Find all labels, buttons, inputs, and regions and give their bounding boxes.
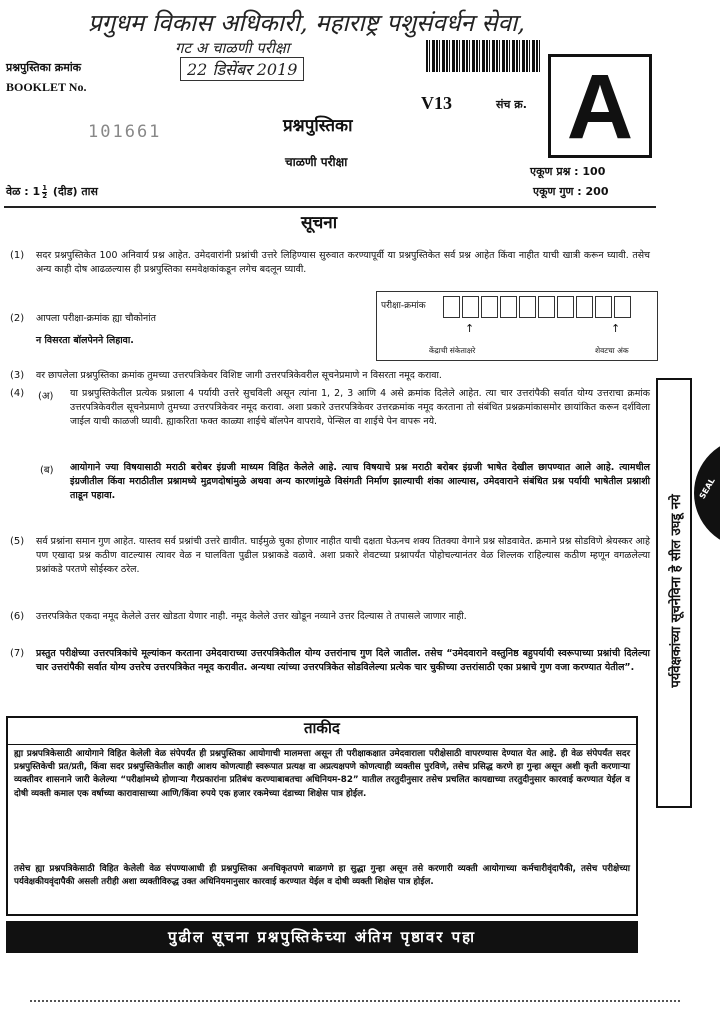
handwritten-date: 22 डिसेंबर 2019 (180, 57, 304, 81)
roll-cell[interactable] (557, 296, 574, 318)
bottom-dotted-line (30, 1000, 680, 1002)
roll-cell[interactable] (519, 296, 536, 318)
roll-cell[interactable] (443, 296, 460, 318)
booklet-label-en: BOOKLET No. (6, 80, 87, 94)
roll-number-box (376, 291, 658, 361)
time-frac-den: 2 (42, 191, 48, 200)
seal-tab[interactable] (694, 438, 720, 548)
booklet-label-mr: प्रश्नपुस्तिका क्रमांक (6, 61, 82, 74)
item-1-text: सदर प्रश्नपुस्तिकेत 100 अनिवार्य प्रश्न आहेत. उमेदवारांनी प्रश्नांची उत्तरे लिहिण्यास सुरुवात करण्यापूर्वी या प्रश्नपुस्तिकेत सर्व प्रश्न आहेत किंवा नाहीत याची खात्री करून घ्यावी. तसेच अन्य काही दोष आढळल्यास ही प्रश्नपुस्तिका समवेक्षकांकडून लगेच बदलून घ्यावी. (36, 250, 650, 276)
item-6-text: उत्तरपत्रिकेत एकदा नमूद केलेले उत्तर खोडता येणार नाही. नमूद केलेले उत्तर खोडून नव्याने उत्तर दिल्यास ते तपासले जाणार नाही. (36, 611, 467, 622)
arrow-up-icon: ↑ (611, 322, 621, 335)
set-label: संच क्र. (496, 98, 527, 111)
arrow-up-icon: ↑ (465, 322, 475, 335)
warning-heading: ताकीद (298, 718, 346, 738)
footer-banner (6, 921, 638, 953)
item-4b-label: (ब) (40, 465, 54, 476)
booklet-number: 101661 (88, 122, 162, 142)
roll-box-right-caption: शेवटचा अंक (595, 346, 629, 355)
roll-number-cells[interactable] (443, 296, 633, 322)
item-3-text: वर छापलेला प्रश्नपुस्तिका क्रमांक तुमच्या उत्तरपत्रिकेवर विशिष्ट जागी उत्तरपत्रिकेवरील सूचनेप्रमाणे न विसरता नमूद करावा. (36, 370, 442, 381)
side-strip (656, 378, 692, 808)
roll-box-left-caption: केंद्राची संकेताक्षरे (429, 346, 476, 355)
item-5-text: सर्व प्रश्नांना समान गुण आहेत. यास्तव सर्व प्रश्नांची उत्तरे द्यावीत. घाईमुळे चुका होणार नाहीत याची दक्षता घेऊनच शक्य तितक्या वेगाने प्रश्न सोडवावेत. क्रमाने प्रश्न सोडविणे श्रेयस्कर आहे पण एखादा प्रश्न कठीण वाटल्यास त्यावर वेळ न घालविता पुढील प्रश्नाकडे वळावे. अशा प्रकारे शेवटच्या प्रश्नापर्यंत पोहोचल्यानंतर वेळ शिल्लक राहिल्यास कठीण म्हणून वगळलेल्या प्रश्नांकडे परतणे सोईस्कर ठरेल. (36, 536, 650, 576)
roll-cell[interactable] (595, 296, 612, 318)
roll-cell[interactable] (500, 296, 517, 318)
roll-cell[interactable] (538, 296, 555, 318)
item-6-number: (6) (10, 611, 25, 622)
roll-cell[interactable] (462, 296, 479, 318)
instructions-heading: सूचना (301, 213, 338, 233)
booklet-title: प्रश्नपुस्तिका (283, 116, 353, 136)
item-4-number: (4) (10, 388, 25, 399)
booklet-subtitle: चाळणी परीक्षा (285, 155, 348, 169)
paper-code: V13 (421, 93, 452, 113)
roll-cell[interactable] (481, 296, 498, 318)
item-1-number: (1) (10, 250, 25, 261)
item-7-number: (7) (10, 648, 25, 659)
roll-cell[interactable] (576, 296, 593, 318)
barcode (426, 40, 542, 72)
item-4b-text: आयोगाने ज्या विषयासाठी मराठी बरोबर इंग्रजी माध्यम विहित केलेले आहे. त्याच विषयाचे प्रश्न मराठी बरोबर इंग्रजी भाषेत देखील छापण्यात आले आहे. त्यामधील इंग्रजीतील किंवा मराठीतील प्रश्नामध्ये मुद्रणदोषांमुळे अथवा अन्य कारणांमुळे विसंगती निर्माण झाल्याची शंका आल्यास, उमेदवाराने संबंधित प्रश्न पर्यायी भाषेतील प्रश्नाशी ताडून पहावा. (70, 462, 650, 502)
warning-para2: तसेच ह्या प्रश्नपत्रिकेसाठी विहित केलेली वेळ संपण्याआधी ही प्रश्नपुस्तिका अनधिकृतपणे बाळगणे हा सुद्धा गुन्हा असून तसे करणारी व्यक्ती आयोगाच्या कर्मचारीवृंदापैकी, तसेच परीक्षेच्या पर्यवेक्षकीयवृंदापैकी असली तरीही अशा व्यक्तीविरुद्ध उक्त अधिनियमानुसार कारवाई करण्यात येईल व दोषी व्यक्ती शिक्षेस पात्र होईल. (14, 864, 630, 888)
set-letter: A (548, 54, 652, 158)
item-2-number: (2) (10, 313, 25, 324)
time-frac-num: 1 (42, 183, 48, 192)
item-4a-label: (अ) (38, 391, 54, 402)
item-3-number: (3) (10, 370, 25, 381)
warning-para1: ह्या प्रश्नपत्रिकेसाठी आयोगाने विहित केलेली वेळ संपेपर्यंत ही प्रश्नपुस्तिका आयोगाची मालमत्ता असून ती परीक्षाकक्षात उमेदवाराला परीक्षेसाठी वापरण्यास देण्यात येत आहे. ही वेळ संपेपर्यंत सदर प्रश्नपुस्तिकेची प्रत/प्रती, किंवा सदर प्रश्नपुस्तिकेतील काही आशय कोणत्याही स्वरूपात प्रत्यक्ष वा अप्रत्यक्षपणे कोणत्याही व्यक्तीस पुरविणे, तसेच प्रसिद्ध करणे हा गुन्हा असून अशी कृती करणाऱ्या व्यक्तीवर शासनाने जारी केलेल्या “परीक्षांमध्ये होणाऱ्या गैरप्रकारांना प्रतिबंध करण्याबाबतचा अधिनियम-82” यातील तरतुदीनुसार तसेच प्रचलित कायद्याच्या तरतुदीनुसार कारवाई करण्यात येईल व दोषी व्यक्ती कमाल एक वर्षाच्या कारावासाच्या आणि/किंवा रुपये एक हजार रकमेच्या दंडाच्या शिक्षेस पात्र होईल. (14, 749, 630, 799)
handwritten-line2: गट अ चाळणी परीक्षा (175, 39, 290, 57)
time-prefix: वेळ : 1 (6, 185, 41, 198)
item-2-text2: न विसरता बॉलपेनने लिहावा. (36, 335, 134, 346)
footer-text: पुढील सूचना प्रश्नपुस्तिकेच्या अंतिम पृष्ठावर पहा (168, 928, 476, 946)
item-4a-text: या प्रश्नपुस्तिकेतील प्रत्येक प्रश्नाला 4 पर्यायी उत्तरे सुचविली असून त्यांना 1, 2, 3 आणि 4 असे क्रमांक दिलेले आहेत. त्या चार उत्तरांपैकी सर्वात योग्य उत्तराचा क्रमांक उत्तरपत्रिकेवरील सूचनेप्रमाणे तुमच्या उत्तरपत्रिकेवर नमूद करावा. अशा प्रकारे उत्तरपत्रिकेवर उत्तरक्रमांक नमूद करताना तो संबंधित प्रश्नक्रमांकासमोर छायांकित करून दर्शविला जाईल याची काळजी घ्यावी. ह्याकरिता फक्त काळ्या शाईचे बॉलपेन वापरावे, पेन्सिल वा शाईचे पेन वापरू नये. (70, 388, 650, 428)
roll-box-label: परीक्षा-क्रमांक (381, 301, 426, 311)
seal-label: SEAL (697, 476, 717, 501)
roll-cell[interactable] (614, 296, 631, 318)
side-seal-text: पर्यवेक्षकांच्या सूचनेविना हे सील उघडू नये (669, 494, 684, 688)
warning-heading-rule (8, 744, 636, 745)
item-2-text: आपला परीक्षा-क्रमांक ह्या चौकोनांत (36, 313, 156, 324)
header-divider (4, 206, 656, 208)
time-fraction (42, 185, 47, 200)
time-suffix: (दीड) तास (52, 185, 98, 198)
item-7-text: प्रस्तुत परीक्षेच्या उत्तरपत्रिकांचे मूल्यांकन करताना उमेदवाराच्या उत्तरपत्रिकेतील योग्य उत्तरांनाच गुण दिले जातील. तसेच “उमेदवाराने वस्तुनिष्ठ बहुपर्यायी स्वरूपाच्या प्रश्नांची दिलेल्या चार उत्तरांपैकी सर्वात योग्य उत्तरेच उत्तरपत्रिकेत नमूद करावीत. अन्यथा त्यांच्या उत्तरपत्रिकेत सोडविलेल्या प्रत्येक चार चुकीच्या उत्तरांसाठी एका प्रश्नाचे गुण वजा करण्यात येतील”. (36, 648, 650, 674)
item-5-number: (5) (10, 536, 25, 547)
total-questions: एकूण प्रश्न : 100 (530, 165, 606, 178)
handwritten-line1: प्रगुधम विकास अधिकारी, महाराष्ट्र पशुसंवर्धन सेवा, (88, 9, 525, 37)
time-label (6, 184, 98, 200)
warning-box (6, 716, 638, 916)
total-marks: एकूण गुण : 200 (533, 185, 609, 198)
